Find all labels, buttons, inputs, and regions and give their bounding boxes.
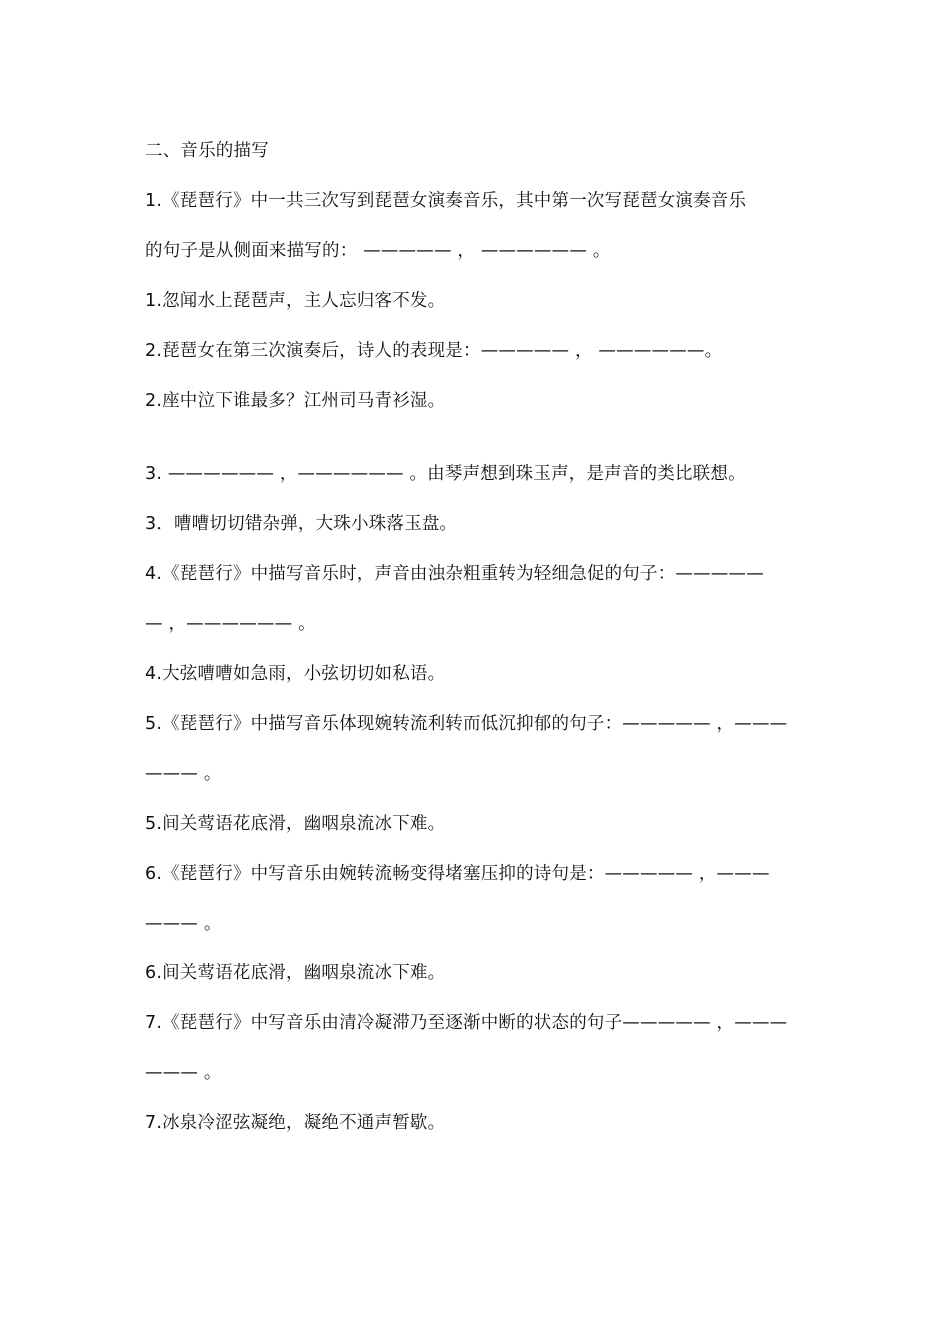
answer-1: 1.忽闻水上琵琶声，主人忘归客不发。 <box>145 291 446 311</box>
question-7-line-1: 7.《琵琶行》中写音乐由清冷凝滞乃至逐渐中断的状态的句子————— ，——— <box>145 1013 788 1033</box>
question-6-line-1: 6.《琵琶行》中写音乐由婉转流畅变得堵塞压抑的诗句是：————— ，——— <box>145 864 770 884</box>
question-4-line-2: — ，—————— 。 <box>145 614 316 634</box>
answer-4: 4.大弦嘈嘈如急雨，小弦切切如私语。 <box>145 664 446 684</box>
question-4-line-1: 4.《琵琶行》中描写音乐时，声音由浊杂粗重转为轻细急促的句子：————— <box>145 564 764 584</box>
question-5-line-2: ——— 。 <box>145 764 222 784</box>
question-6-line-2: ——— 。 <box>145 914 222 934</box>
question-7-line-2: ——— 。 <box>145 1063 222 1083</box>
question-1-line-2: 的句子是从侧面来描写的： ————— ， —————— 。 <box>145 241 611 261</box>
question-2: 2.琵琶女在第三次演奏后，诗人的表现是：————— ， ——————。 <box>145 341 723 361</box>
answer-5: 5.间关莺语花底滑，幽咽泉流冰下难。 <box>145 814 446 834</box>
answer-7: 7.冰泉冷涩弦凝绝，凝绝不通声暂歇。 <box>145 1113 446 1133</box>
answer-2: 2.座中泣下谁最多？江州司马青衫湿。 <box>145 391 446 411</box>
question-5-line-1: 5.《琵琶行》中描写音乐体现婉转流利转而低沉抑郁的句子：————— ，——— <box>145 714 788 734</box>
question-1-line-1: 1.《琵琶行》中一共三次写到琵琶女演奏音乐，其中第一次写琵琶女演奏音乐 <box>145 191 747 211</box>
section-title: 二、音乐的描写 <box>145 141 269 161</box>
answer-3: 3．嘈嘈切切错杂弹，大珠小珠落玉盘。 <box>145 514 458 534</box>
answer-6: 6.间关莺语花底滑，幽咽泉流冰下难。 <box>145 963 446 983</box>
question-3: 3. —————— ，—————— 。由琴声想到珠玉声，是声音的类比联想。 <box>145 464 746 484</box>
